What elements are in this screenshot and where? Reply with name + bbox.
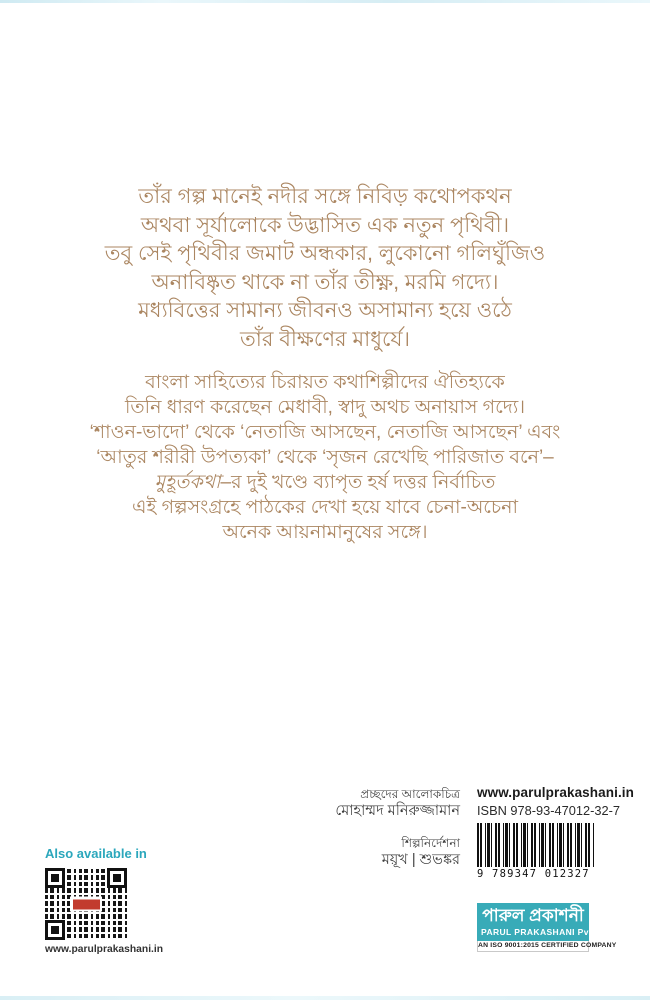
blurb-paragraph-1 [30, 183, 620, 354]
blurb-line: তবু সেই পৃথিবীর জমাট অন্ধকার, লুকোনো গলিঘুঁজিও [104, 242, 546, 265]
blurb-line: তাঁর বীক্ষণের মাধুর্যে। [239, 327, 411, 351]
page-edge-top [0, 0, 650, 3]
blurb-line: ‘আতুর শরীরী উপত্যকা’ থেকে ‘সৃজন রেখেছি পারিজাত বনে’– [96, 447, 554, 468]
book-title-italic: মুহূর্তকথা [154, 472, 221, 493]
publisher-logo [477, 903, 617, 952]
also-available-block [45, 846, 164, 955]
art-direction-names: ময়ূখ | শুভঙ্কর [381, 852, 460, 868]
qr-code-icon [45, 868, 127, 940]
qr-finder-square [45, 868, 65, 888]
blurb-line: ‘শাওন-ভাদো’ থেকে ‘নেতাজি আসছেন, নেতাজি আসছেন’ এবং [89, 422, 561, 443]
blurb-line: অনেক আয়নামানুষের সঙ্গে। [222, 522, 428, 543]
art-direction-label: শিল্পনির্দেশনা [401, 836, 460, 850]
publisher-name-bengali: পারুল প্রকাশনী [482, 906, 584, 925]
qr-center-logo [70, 897, 102, 912]
also-available-label: Also available in [45, 846, 147, 861]
isbn-number: ISBN 978-93-47012-32-7 [477, 803, 620, 818]
qr-website-url: www.parulprakashani.in [45, 944, 164, 955]
credits-block [335, 786, 460, 870]
barcode-bars [477, 823, 595, 867]
blurb-line: বাংলা সাহিত্যের চিরায়ত কথাশিল্পীদের ঐতিহ্যকে [145, 372, 505, 393]
barcode-digits: 9 789347 012327 [477, 868, 590, 880]
iso-certification-text: AN ISO 9001:2015 CERTIFIED COMPANY [477, 941, 589, 952]
blurb-line: অনাবিষ্কৃত থাকে না তাঁর তীক্ষ্ণ, মরমি গদ্যে। [151, 270, 499, 294]
publisher-name-english: PARUL PRAKASHANI Pvt Ltd [481, 927, 610, 937]
blurb-line: অথবা সূর্যালোকে উদ্ভাসিত এক নতুন পৃথিবী। [140, 213, 510, 237]
blurb-line: তাঁর গল্প মানেই নদীর সঙ্গে নিবিড় কথোপকথন [138, 185, 512, 208]
publisher-mini-logo [73, 899, 100, 909]
photo-credit-label: প্রচ্ছদের আলোকচিত্র [360, 787, 460, 801]
page-edge-bottom [0, 996, 650, 1000]
publisher-logo-box [477, 903, 610, 941]
blurb-line: তিনি ধারণ করেছেন মেধাবী, স্বাদু অথচ অনায়াস গদ্যে। [124, 397, 526, 418]
qr-finder-square [107, 868, 127, 888]
blurb-paragraph-2 [30, 370, 620, 545]
blurb-line: এই গল্পসংগ্রহে পাঠকের দেখা হয়ে যাবে চেনা-অচেনা [131, 497, 519, 518]
blurb-line [30, 470, 620, 495]
isbn-block [477, 785, 634, 880]
photo-credit-name: মোহাম্মদ মনিরুজ্জামান [335, 803, 460, 819]
blurb-line: মধ্যবিত্তের সামান্য জীবনও অসামান্য হয়ে ওঠে [138, 299, 512, 322]
blurb-line-rest: –র দুই খণ্ডে ব্যাপৃত হর্ষ দত্তর নির্বাচিত [220, 472, 496, 493]
barcode-icon [477, 823, 595, 880]
publisher-website-url: www.parulprakashani.in [477, 785, 634, 800]
qr-finder-square [45, 920, 65, 940]
